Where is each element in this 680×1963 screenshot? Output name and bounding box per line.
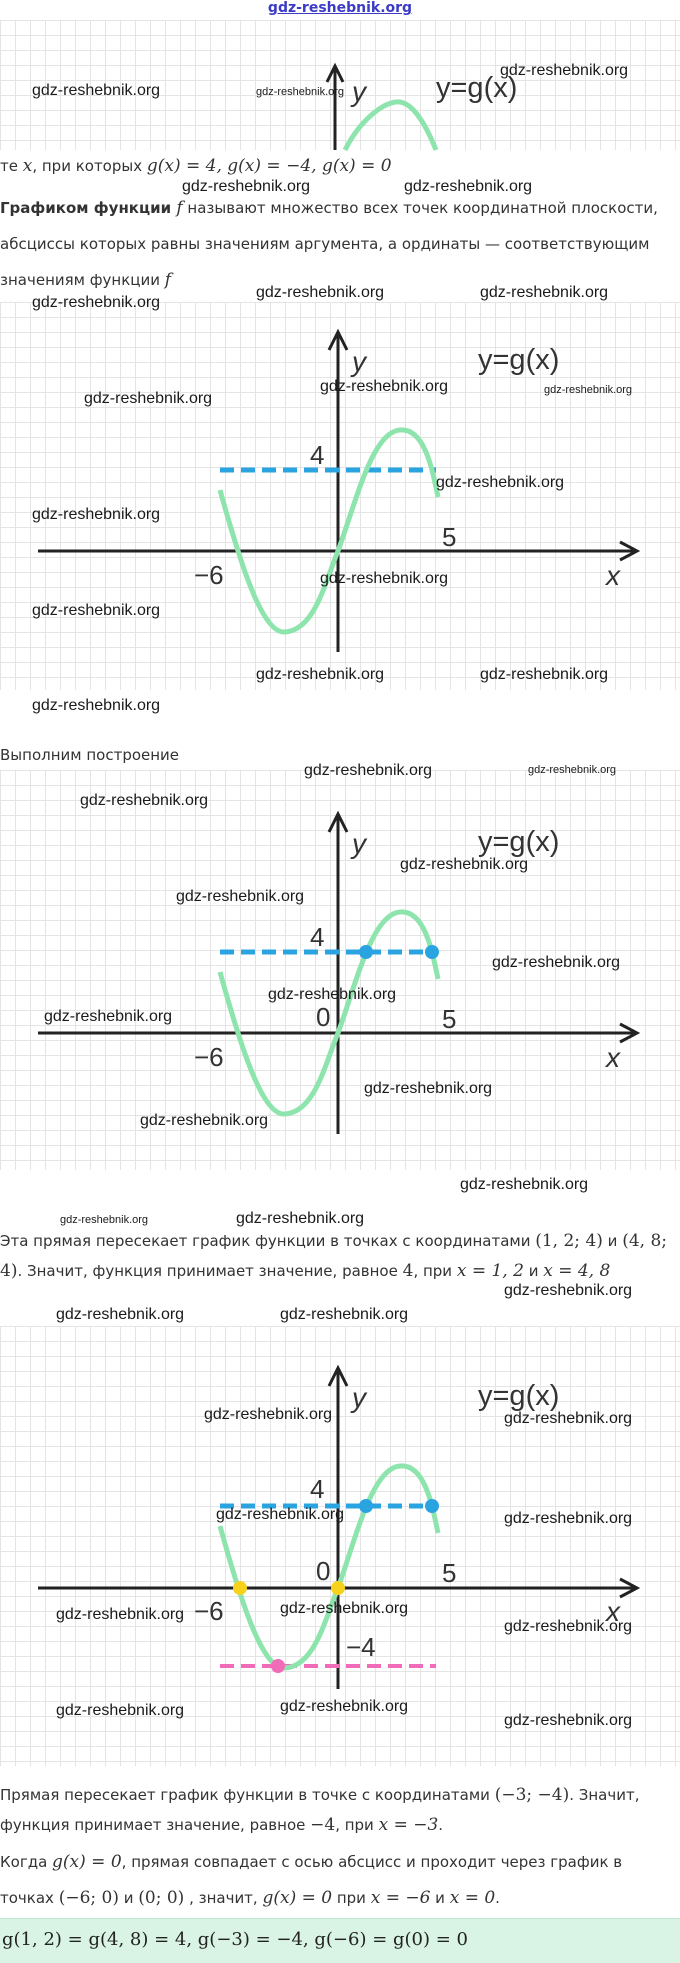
tick-label-m6: −6 [194, 1042, 224, 1072]
paragraph-6 [0, 1844, 676, 1916]
watermark: gdz-reshebnik.org [32, 294, 161, 311]
watermark: gdz-reshebnik.org [84, 390, 213, 407]
math: f [164, 270, 172, 290]
tick-label-5: 5 [442, 522, 457, 552]
paragraph-3: Выполним построение [0, 746, 180, 764]
point-0-0 [331, 1581, 345, 1595]
y-axis-label: y [352, 76, 366, 107]
tick-label-4: 4 [310, 922, 325, 952]
math: x = 0 [449, 1888, 496, 1908]
watermark: gdz-reshebnik.org [32, 602, 161, 619]
watermark: gdz-reshebnik.org [544, 384, 633, 396]
text: Эта прямая пересекает график функции в точках с координатами [0, 1232, 536, 1250]
point-1-2 [359, 1499, 373, 1513]
watermark: gdz-reshebnik.org [44, 1008, 173, 1025]
watermark: gdz-reshebnik.org [364, 1080, 493, 1097]
watermark: gdz-reshebnik.org [436, 474, 565, 491]
watermark: gdz-reshebnik.org [56, 1702, 185, 1719]
watermark: gdz-reshebnik.org [236, 1210, 365, 1227]
site-link[interactable]: gdz-reshebnik.org [267, 0, 413, 16]
watermark: gdz-reshebnik.org [480, 284, 609, 301]
text: . Значит, функция принимает значение, равное [0, 1786, 640, 1834]
watermark: gdz-reshebnik.org [256, 86, 345, 98]
point-m3-m4 [271, 1659, 285, 1673]
watermark: gdz-reshebnik.org [504, 1410, 633, 1427]
y-axis-label: y [352, 346, 366, 377]
watermark: gdz-reshebnik.org [280, 1600, 409, 1617]
tick-label-5: 5 [442, 1004, 457, 1034]
paragraph-1 [0, 155, 676, 177]
text: . [495, 1889, 500, 1907]
watermark: gdz-reshebnik.org [32, 506, 161, 523]
text: и [430, 1889, 450, 1907]
math: g(x) = 0 [52, 1852, 122, 1872]
math: x = 4, 8 [543, 1261, 611, 1281]
math: (−6; 0) [58, 1888, 119, 1908]
watermark: gdz-reshebnik.org [492, 954, 621, 971]
text: и [118, 1889, 139, 1907]
x-axis-label: x [606, 1596, 620, 1627]
math: 4 [402, 1261, 414, 1281]
tick-label-4: 4 [310, 440, 325, 470]
watermark: gdz-reshebnik.org [504, 1282, 633, 1299]
text: , при которых [32, 157, 147, 175]
math: x = −6 [370, 1888, 431, 1908]
math: x = −3 [378, 1815, 439, 1835]
tick-label-0: 0 [316, 1556, 331, 1586]
tick-label-4: 4 [310, 1474, 325, 1504]
watermark: gdz-reshebnik.org [56, 1606, 185, 1623]
watermark: gdz-reshebnik.org [404, 178, 533, 195]
graph-1 [0, 20, 680, 150]
watermark: gdz-reshebnik.org [320, 570, 449, 587]
tick-label-m6: −6 [194, 560, 224, 590]
graph-2-svg [0, 302, 680, 690]
math: (1, 2; 4) [535, 1231, 603, 1251]
watermark: gdz-reshebnik.org [56, 1306, 185, 1323]
math: x = 1, 2 [456, 1261, 524, 1281]
tick-label-0: 0 [316, 1002, 331, 1032]
watermark: gdz-reshebnik.org [268, 986, 397, 1003]
paragraph-5 [0, 1780, 676, 1840]
graph-3 [0, 762, 680, 1170]
point-1-2 [359, 945, 373, 959]
text: , при [335, 1816, 379, 1834]
watermark: gdz-reshebnik.org [460, 1176, 589, 1193]
text: и [523, 1262, 544, 1280]
watermark: gdz-reshebnik.org [504, 1510, 633, 1527]
math: x [22, 156, 33, 176]
math: (−3; −4) [494, 1785, 570, 1805]
watermark: gdz-reshebnik.org [140, 1112, 269, 1129]
watermark: gdz-reshebnik.org [216, 1506, 345, 1523]
math: f [176, 198, 183, 218]
tick-label-5: 5 [442, 1558, 457, 1588]
watermark: gdz-reshebnik.org [60, 1214, 149, 1226]
text: те [0, 157, 23, 175]
text: . Значит, функция принимает значение, равное [17, 1262, 403, 1280]
math: (4, 8; 4) [0, 1231, 667, 1281]
watermark: gdz-reshebnik.org [204, 1406, 333, 1423]
text: Прямая пересекает график функции в точке с координатами [0, 1786, 495, 1804]
text: и [602, 1232, 623, 1250]
text: . [438, 1816, 444, 1834]
text: Когда [0, 1853, 53, 1871]
tick-label-m4: −4 [346, 1632, 376, 1662]
graph-title: y=g(x) [478, 1380, 560, 1412]
watermark: gdz-reshebnik.org [280, 1698, 409, 1715]
graph-2 [0, 284, 680, 690]
point-4-8 [425, 945, 439, 959]
tick-label-m6: −6 [194, 1596, 224, 1626]
watermark: gdz-reshebnik.org [176, 888, 305, 905]
math: −4 [310, 1815, 336, 1835]
function-curve [345, 102, 436, 150]
graph-title: y=g(x) [478, 826, 560, 858]
answer-text: g(1, 2) = g(4, 8) = 4, g(−3) = −4, g(−6) = g(0) = 0 [2, 1929, 469, 1950]
watermark: gdz-reshebnik.org [256, 666, 385, 683]
watermark: gdz-reshebnik.org [304, 762, 433, 779]
paragraph-4 [0, 1226, 676, 1286]
graph-title: y=g(x) [478, 344, 560, 376]
text: , значит, [184, 1889, 263, 1907]
watermark: gdz-reshebnik.org [528, 764, 617, 776]
math: g(x) = 0 [262, 1888, 333, 1908]
answer-box [0, 1918, 680, 1963]
x-axis-label: x [606, 560, 620, 591]
point-m6-0 [233, 1581, 247, 1595]
watermark: gdz-reshebnik.org [182, 178, 311, 195]
watermark: gdz-reshebnik.org [504, 1618, 633, 1635]
bold-term: Графиком функции [0, 199, 177, 217]
watermark: gdz-reshebnik.org [80, 792, 209, 809]
x-axis-label: x [606, 1042, 620, 1073]
watermark: gdz-reshebnik.org [256, 284, 385, 301]
function-curve [220, 430, 438, 632]
watermark: gdz-reshebnik.org [504, 1712, 633, 1729]
graph-title: y=g(x) [436, 72, 518, 104]
paragraph-2 [0, 190, 676, 298]
math: g(x) = 4, g(x) = −4, g(x) = 0 [146, 156, 392, 176]
text: при [332, 1889, 371, 1907]
text: называют множество всех точек координатной плоскости, абсциссы которых равны значениям аргумента, а ординаты — соответствующим значениям функции [0, 199, 658, 289]
text: , при [413, 1262, 457, 1280]
watermark: gdz-reshebnik.org [32, 697, 161, 714]
point-4-8 [425, 1499, 439, 1513]
watermark: gdz-reshebnik.org [280, 1306, 409, 1323]
y-axis-label: y [352, 828, 366, 859]
math: (0; 0) [138, 1888, 185, 1908]
watermark: gdz-reshebnik.org [400, 856, 529, 873]
graph-4 [0, 1306, 680, 1766]
watermark: gdz-reshebnik.org [320, 378, 449, 395]
y-axis-label: y [352, 1382, 366, 1413]
watermark: gdz-reshebnik.org [500, 62, 629, 79]
text: , прямая совпадает с осью абсцисс и проходит через график в точках [0, 1853, 623, 1907]
watermark: gdz-reshebnik.org [480, 666, 609, 683]
watermark: gdz-reshebnik.org [32, 82, 161, 99]
